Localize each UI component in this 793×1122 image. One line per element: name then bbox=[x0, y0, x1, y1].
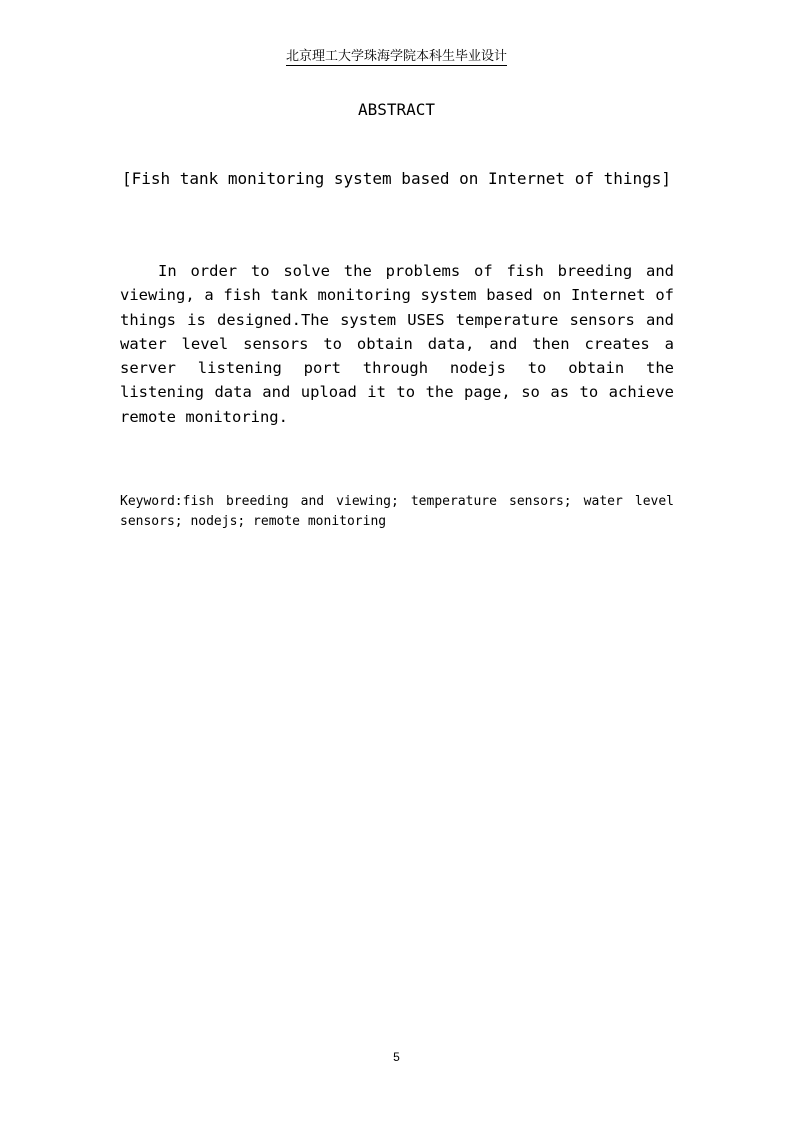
running-header bbox=[0, 47, 793, 67]
running-header-text: 北京理工大学珠海学院本科生毕业设计 bbox=[285, 49, 507, 64]
thesis-title: [Fish tank monitoring system based on Internet of things] bbox=[121, 169, 672, 188]
page-number: 5 bbox=[393, 1050, 400, 1064]
keywords: Keyword:fish breeding and viewing; temperature sensors; water level sensors; nodejs; remote monitoring bbox=[120, 494, 674, 529]
abstract-body: In order to solve the problems of fish breeding and viewing, a fish tank monitoring system based on Internet of things is designed.The system USES temperature sensors and water level sensors to obtain data, and then creates a server listening port through nodejs to obtain the listening data and upload it to the page, so as to achieve remote monitoring. bbox=[120, 262, 674, 426]
abstract-heading: ABSTRACT bbox=[357, 100, 436, 119]
